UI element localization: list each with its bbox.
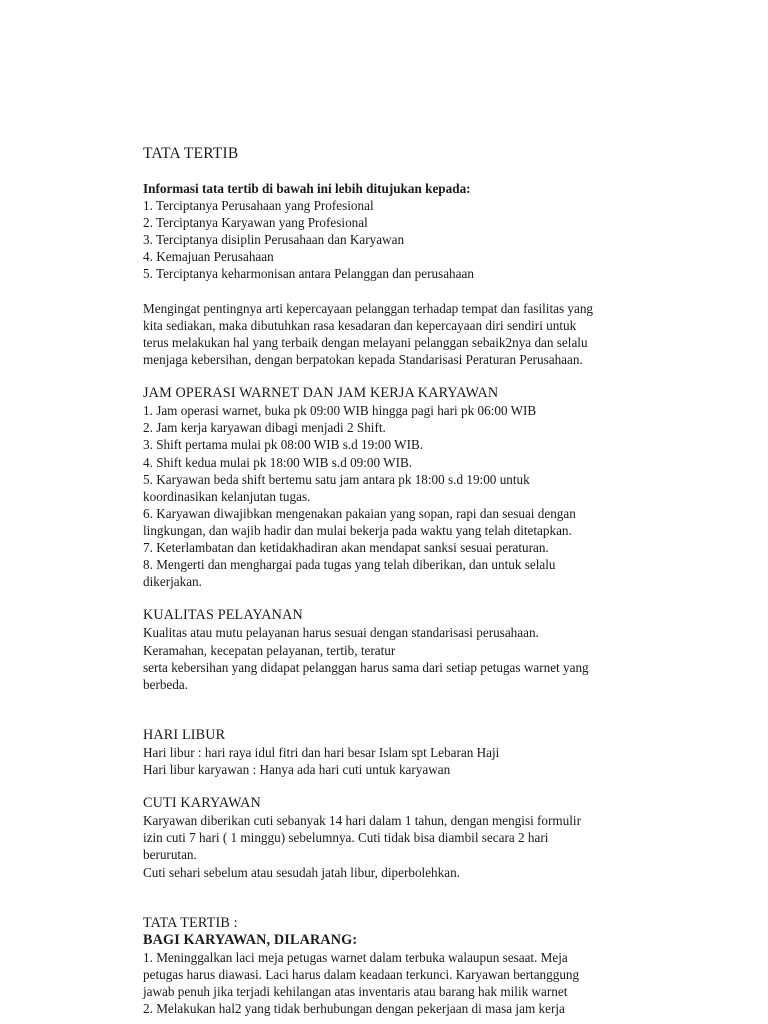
jam-line: 2. Jam kerja karyawan dibagi menjadi 2 Shift. (143, 420, 386, 436)
jam-line: 5. Karyawan beda shift bertemu satu jam antara pk 18:00 s.d 19:00 untuk (143, 471, 530, 487)
cuti-line: berurutan. (143, 847, 197, 863)
section-heading-tata-tertib: TATA TERTIB : (143, 914, 238, 931)
libur-line: Hari libur karyawan : Hanya ada hari cuti untuk karyawan (143, 762, 451, 777)
kualitas-line: berbeda. (143, 676, 189, 692)
libur-line: Hari libur : hari raya idul fitri dan hari besar Islam spt Lebaran Haji (143, 744, 500, 760)
section-heading-libur: HARI LIBUR (143, 726, 226, 743)
kualitas-line: Keramahan, kecepatan pelayanan, tertib, teratur (143, 642, 396, 658)
intro-item: 3. Terciptanya disiplin Perusahaan dan Karyawan (143, 232, 405, 248)
dilarang-line: 2. Melakukan hal2 yang tidak berhubungan dengan pekerjaan di masa jam kerja (143, 1001, 565, 1017)
cuti-line: Cuti sehari sebelum atau sesudah jatah libur, diperbolehkan. (143, 864, 460, 880)
intro-lead: Informasi tata tertib di bawah ini lebih ditujukan kepada: (143, 181, 471, 196)
cuti-line: izin cuti 7 hari ( 1 minggu) sebelumnya. Cuti tidak bisa diambil secara 2 hari (143, 830, 549, 846)
intro-item: 2. Terciptanya Karyawan yang Profesional (143, 215, 368, 231)
intro-item: 5. Terciptanya keharmonisan antara Pelanggan dan perusahaan (143, 266, 474, 282)
spacer (143, 778, 663, 795)
jam-line: 1. Jam operasi warnet, buka pk 09:00 WIB hingga pagi hari pk 06:00 WIB (143, 403, 537, 419)
document-content (143, 144, 663, 1017)
dilarang-line: petugas harus diawasi. Laci harus dalam keadaan terkunci. Karyawan bertanggung (143, 966, 580, 982)
jam-line: 3. Shift pertama mulai pk 08:00 WIB s.d 19:00 WIB. (143, 437, 424, 453)
spacer (143, 283, 663, 300)
jam-line: 4. Shift kedua mulai pk 18:00 WIB s.d 09:00 WIB. (143, 454, 413, 470)
section-heading-jam: JAM OPERASI WARNET DAN JAM KERJA KARYAWAN (143, 385, 499, 402)
jam-line: koordinasikan kelanjutan tugas. (143, 488, 311, 504)
paragraph-line: kita sediakan, maka dibutuhkan rasa kesadaran dan kepercayaan diri sendiri untuk (143, 317, 577, 333)
cuti-line: Karyawan diberikan cuti sebanyak 14 hari dalam 1 tahun, dengan mengisi formulir (143, 813, 581, 829)
spacer (143, 590, 663, 607)
jam-line: lingkungan, dan wajib hadir dan mulai bekerja pada waktu yang telah ditetapkan. (143, 522, 572, 538)
section-heading-cuti: CUTI KARYAWAN (143, 795, 261, 812)
section-subheading-dilarang: BAGI KARYAWAN, DILARANG: (143, 931, 358, 948)
jam-line: dikerjakan. (143, 574, 202, 590)
section-heading-kualitas: KUALITAS PELAYANAN (143, 607, 303, 624)
dilarang-line: 1. Meninggalkan laci meja petugas warnet dalam terbuka walaupun sesaat. Meja (143, 949, 568, 965)
intro-item: 4. Kemajuan Perusahaan (143, 249, 274, 265)
dilarang-line: jawab penuh jika terjadi kehilangan atas inventaris atau barang hak milik warnet (143, 984, 568, 1000)
spacer (143, 693, 663, 727)
kualitas-line: serta kebersihan yang didapat pelanggan harus sama dari setiap petugas warnet yang (143, 659, 589, 675)
paragraph-line: menjaga kebersihan, dengan berpatokan kepada Standarisasi Peraturan Perusahaan. (143, 351, 583, 367)
document-title: TATA TERTIB (143, 145, 239, 162)
intro-item: 1. Terciptanya Perusahaan yang Profesional (143, 198, 374, 214)
spacer (143, 368, 663, 385)
jam-line: 6. Karyawan diwajibkan mengenakan pakaian yang sopan, rapi dan sesuai dengan (143, 505, 576, 521)
paragraph-line: terus melakukan hal yang terbaik dengan melayani pelanggan sebaik2nya dan selalu (143, 334, 588, 350)
jam-line: 7. Keterlambatan dan ketidakhadiran akan mendapat sanksi sesuai peraturan. (143, 539, 549, 555)
kualitas-line: Kualitas atau mutu pelayanan harus sesuai dengan standarisasi perusahaan. (143, 625, 539, 641)
jam-line: 8. Mengerti dan menghargai pada tugas yang telah diberikan, dan untuk selalu (143, 557, 556, 573)
paragraph-line: Mengingat pentingnya arti kepercayaan pelanggan terhadap tempat dan fasilitas yang (143, 300, 594, 316)
spacer (143, 881, 663, 915)
